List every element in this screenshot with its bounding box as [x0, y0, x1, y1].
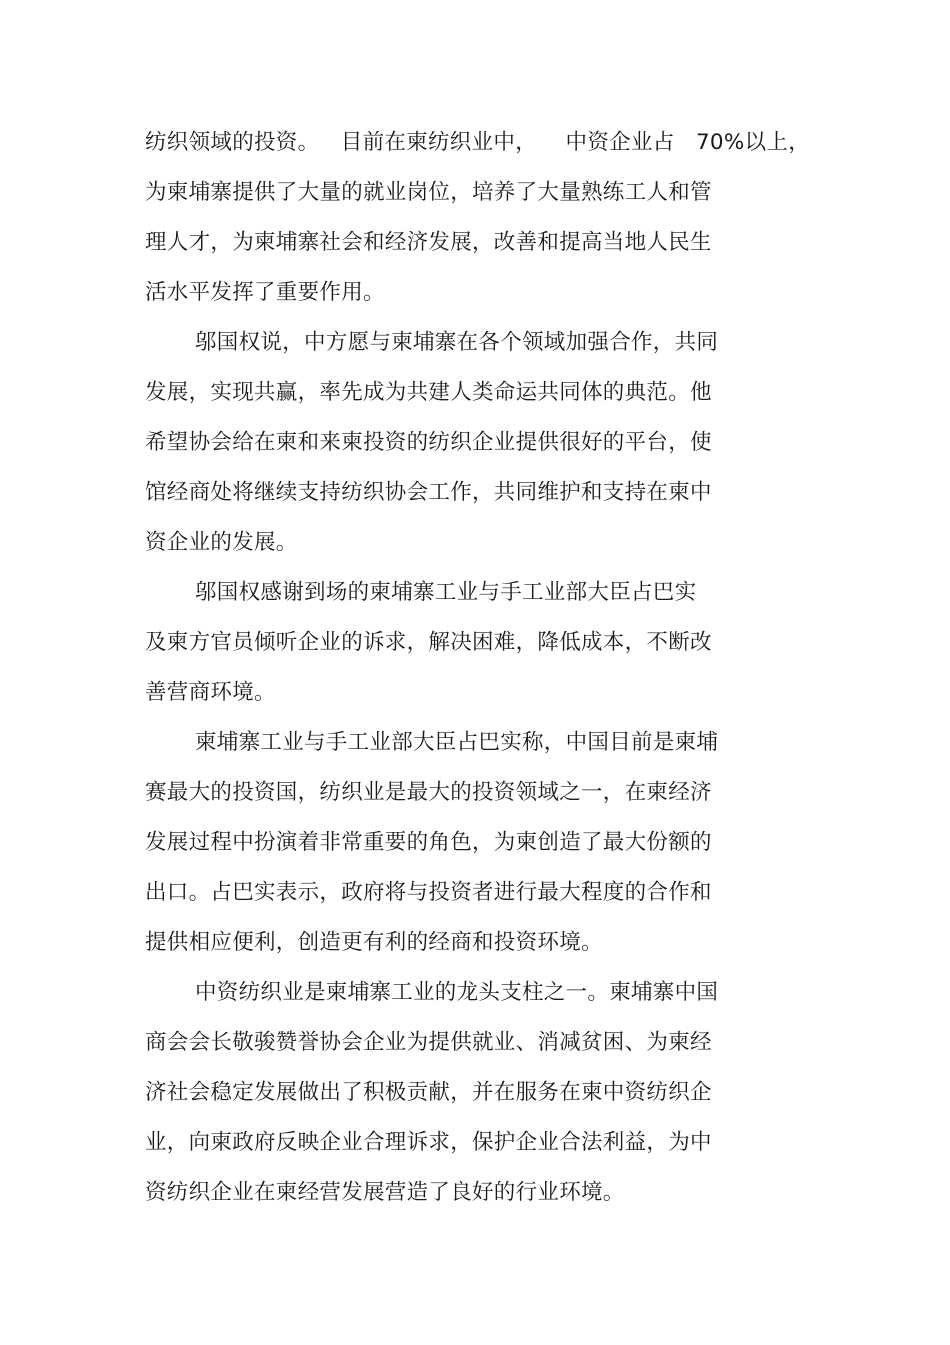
text-line: 及柬方官员倾听企业的诉求，解决困难，降低成本，不断改 — [145, 630, 712, 655]
text-line: 发展过程中扮演着非常重要的角色，为柬创造了最大份额的 — [145, 830, 712, 855]
text-line: 赛最大的投资国，纺织业是最大的投资领域之一，在柬经济 — [145, 780, 712, 805]
text-line: 希望协会给在柬和来柬投资的纺织企业提供很好的平台，使 — [145, 430, 712, 455]
text-line: 邬国权感谢到场的柬埔寨工业与手工业部大臣占巴实 — [195, 580, 697, 605]
text-line: 邬国权说，中方愿与柬埔寨在各个领域加强合作，共同 — [195, 330, 719, 355]
text-line: 济社会稳定发展做出了积极贡献，并在服务在柬中资纺织企 — [145, 1080, 712, 1105]
text-line: 柬埔寨工业与手工业部大臣占巴实称，中国目前是柬埔 — [195, 730, 719, 755]
text-line: 资企业的发展。 — [145, 530, 298, 555]
text-line: 善营商环境。 — [145, 680, 276, 705]
text-line: 商会会长敬骏赞誉协会企业为提供就业、消减贫困、为柬经 — [145, 1030, 712, 1055]
text-line: 资纺织企业在柬经营发展营造了良好的行业环境。 — [145, 1180, 625, 1205]
text-line: 发展，实现共赢，率先成为共建人类命运共同体的典范。他 — [145, 380, 712, 405]
text-line: 为柬埔寨提供了大量的就业岗位，培养了大量熟练工人和管 — [145, 180, 712, 205]
text-line: 业，向柬政府反映企业合理诉求，保护企业合法利益，为中 — [145, 1130, 712, 1155]
text-line: 提供相应便利，创造更有利的经商和投资环境。 — [145, 930, 603, 955]
text-line: 纺织领域的投资。 目前在柬纺织业中， 中资企业占 70%以上， — [145, 130, 811, 155]
text-line: 活水平发挥了重要作用。 — [145, 280, 385, 305]
text-line: 理人才，为柬埔寨社会和经济发展，改善和提高当地人民生 — [145, 230, 712, 255]
text-line: 中资纺织业是柬埔寨工业的龙头支柱之一。柬埔寨中国 — [195, 980, 719, 1005]
text-line: 出口。占巴实表示，政府将与投资者进行最大程度的合作和 — [145, 880, 712, 905]
text-line: 馆经商处将继续支持纺织协会工作，共同维护和支持在柬中 — [145, 480, 712, 505]
